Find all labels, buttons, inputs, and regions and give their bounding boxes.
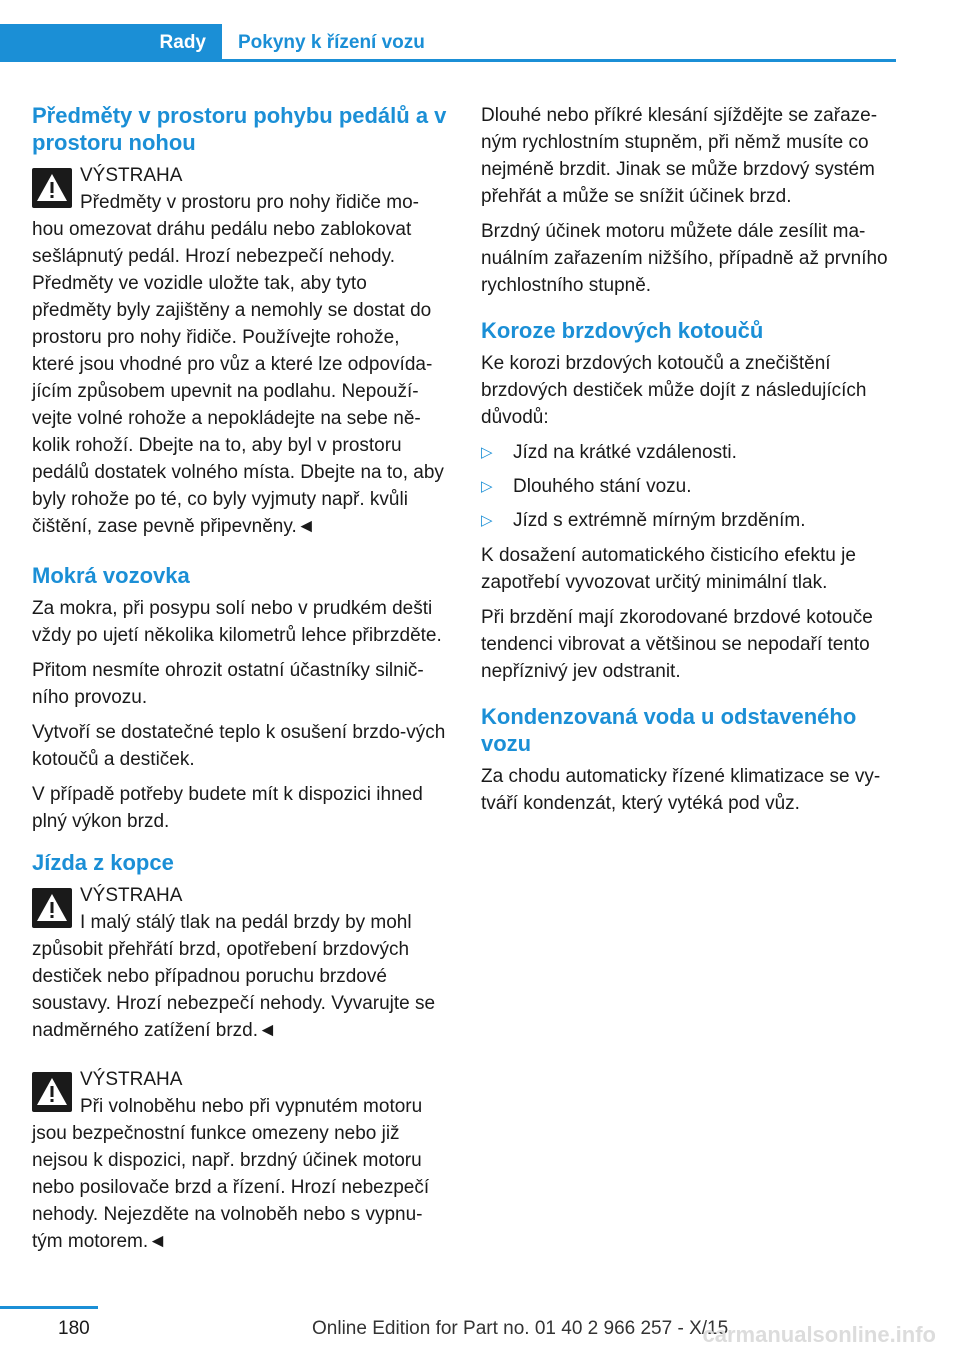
section-title: Mokrá vozovka <box>32 563 190 588</box>
section-title: Kondenzovaná voda u odstaveného vozu <box>481 704 857 756</box>
paragraph: Za chodu automaticky řízené klimatizace se vy-tváří kondenzát, který vytéká pod vůz. <box>481 766 881 814</box>
section-condensation <box>481 703 896 817</box>
header-tab-chapter: Pokyny k řízení vozu <box>238 32 425 53</box>
header-tab-active: Rady <box>0 24 222 62</box>
warning-text: způsobit přehřátí brzd, opotřebení brzdových destiček nebo případnou poruchu brzdové soustavy. Hrozí nebezpečí nehody. Vyvarujte se nadměrného zatížení brzd.◄ <box>32 939 436 1041</box>
section-title: Předměty v prostoru pohybu pedálů a v prostoru nohou <box>32 103 447 155</box>
warning-text: hou omezovat dráhu pedálu nebo zablokovat sešlápnutý pedál. Hrozí nebezpečí nehody. Předměty ve vozidle uložte tak, aby tyto předměty byly zajištěny a nemohly se dostat do prostoru pro nohy řidiče. Používejte rohože, které jsou vhodné pro vůz a které lze odpovída-jícím způsobem upevnit na podlahu. Nepouží-vejte volné rohože a nepokládejte na sebe ně-kolik rohoží. Dbejte na to, aby byl v prostoru pedálů dostatek volného místa. Dbejte na to, aby byly rohože po té, co byly vyjmuty např. kvůli čištění, zase pevně připevněny.◄ <box>32 219 444 537</box>
edition-text: Online Edition for Part no. 01 40 2 966 257 - X/15 <box>312 1318 729 1339</box>
section-wet-road <box>32 562 447 835</box>
warning-triangle-icon <box>32 888 72 928</box>
triangle-right-bullet-icon: ▷ <box>481 512 493 529</box>
section-title: Jízda z kopce <box>32 850 174 875</box>
left-column <box>32 102 447 1277</box>
list-item: ▷ Dlouhého stání vozu. <box>481 473 896 500</box>
warning-first-line: Při volnoběhu nebo při vypnutém motoru <box>80 1096 423 1117</box>
watermark: carmanualsonline.info <box>702 1322 936 1347</box>
right-column <box>481 102 896 831</box>
section-downhill <box>32 849 447 1255</box>
header-rule <box>0 59 896 62</box>
page-number: 180 <box>58 1318 90 1339</box>
triangle-right-bullet-icon: ▷ <box>481 478 493 495</box>
list-item: ▷ Jízd na krátké vzdálenosti. <box>481 439 896 466</box>
paragraph: V případě potřeby budete mít k dispozici ihned plný výkon brzd. <box>32 784 423 832</box>
warning-first-line: I malý stálý tlak na pedál brzdy by mohl <box>80 912 412 933</box>
warning-first-line: Předměty v prostoru pro nohy řidiče mo- <box>80 192 419 213</box>
warning-block <box>32 1066 447 1255</box>
paragraph: Při brzdění mají zkorodované brzdové kotouče tendenci vibrovat a většinou se nepodaří tento nepříznivý jev odstranit. <box>481 607 873 682</box>
warning-block <box>32 162 447 540</box>
warning-label: VÝSTRAHA <box>80 1069 183 1090</box>
page-header <box>0 24 896 62</box>
warning-block <box>32 882 447 1044</box>
paragraph: Přitom nesmíte ohrozit ostatní účastníky silnič-ního provozu. <box>32 660 424 708</box>
cause-list <box>481 439 896 534</box>
warning-text: jsou bezpečnostní funkce omezeny nebo již nejsou k dispozici, např. brzdný účinek motoru nebo posilovače brzd a řízení. Hrozí nebezpečí nehody. Nejezděte na volnoběh nebo s vypnu-tým motorem.◄ <box>32 1123 430 1252</box>
paragraph: Dlouhé nebo příkré klesání sjíždějte se zařaze-ným rychlostním stupněm, při němž musíte co nejméně brzdit. Jinak se může brzdový systém přehřát a může se snížit účinek brzd. <box>481 105 878 207</box>
warning-triangle-icon <box>32 168 72 208</box>
section-pedal-area <box>32 102 447 540</box>
warning-triangle-icon <box>32 1072 72 1112</box>
section-disc-corrosion <box>481 317 896 685</box>
list-item: ▷ Jízd s extrémně mírným brzděním. <box>481 507 896 534</box>
paragraph: Za mokra, při posypu solí nebo v prudkém dešti vždy po ujetí několika kilometrů lehce přibrzděte. <box>32 598 442 646</box>
footer-rule <box>0 1306 98 1309</box>
warning-label: VÝSTRAHA <box>80 885 183 906</box>
triangle-right-bullet-icon: ▷ <box>481 444 493 461</box>
paragraph: K dosažení automatického čisticího efektu je zapotřebí vyvozovat určitý minimální tlak. <box>481 545 856 593</box>
paragraph: Vytvoří se dostatečné teplo k osušení brzdo-vých kotoučů a destiček. <box>32 722 446 770</box>
paragraph: Ke korozi brzdových kotoučů a znečištění brzdových destiček může dojít z následujících důvodů: <box>481 353 867 428</box>
warning-label: VÝSTRAHA <box>80 165 183 186</box>
section-title: Koroze brzdových kotoučů <box>481 318 764 343</box>
paragraph: Brzdný účinek motoru můžete dále zesílit ma-nuálním zařazením nižšího, případně až prvního rychlostního stupně. <box>481 221 888 296</box>
